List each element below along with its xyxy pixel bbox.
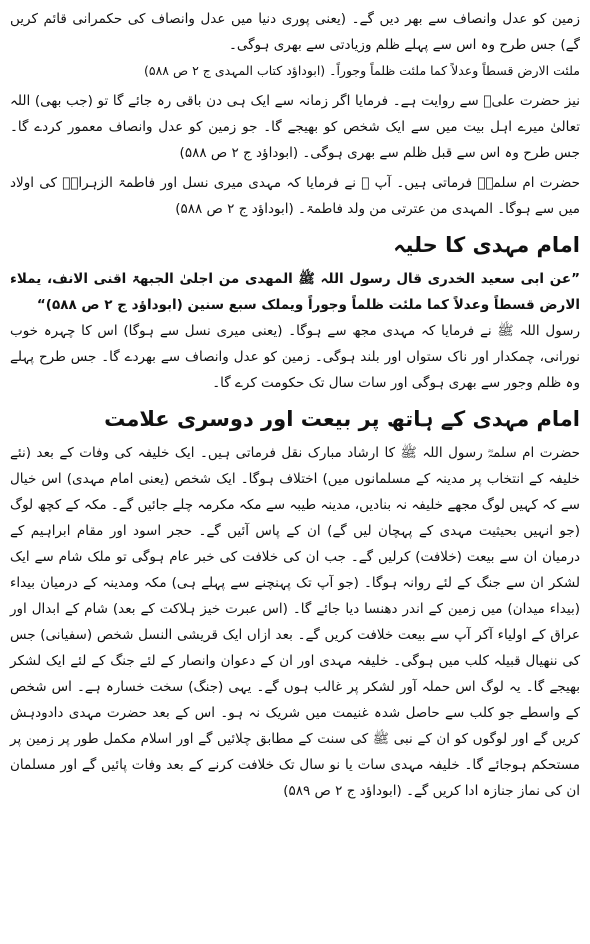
paragraph-allegiance: حضرت ام سلمہؓ رسول اللہ ﷺ کا ارشاد مبارک نقل فرماتی ہیں۔ ایک خلیفہ کی وفات کے بعد (نئے خلیفہ کے انتخاب پر مدینہ کے مسلمانوں میں) اختلاف ہوگا۔ ایک شخص (یعنی امام مہدی) اس خیال سے کہ کہیں لوگ مجھے خلیفہ نہ بنادیں، مدینہ طیبہ سے مکہ مکرمہ چلے جائیں گے۔ مکہ کے کچھ لوگ (جو انہیں بحیثیت مہدی کے پہچان لیں گے) ان کے پاس آئیں گے۔ حجر اسود اور مقام ابراہیم کے درمیان ان سے بیعت (خلافت) کرلیں گے۔ جب ان کی خلافت کی خبر عام ہوگی تو ملک شام سے ایک لشکر ان سے جنگ کے لئے روانہ ہوگا۔ (جو آپ تک پہنچنے سے پہلے ہی) مکہ ومدینہ کے درمیان بیداء (بیداء میدان) میں زمین کے اندر دھنسا دیا جائے گا۔ (اس عبرت خیز ہلاکت کے بعد) شام کے ابدال اور عراق کے اولیاء آکر آپ سے بیعت خلافت کریں گے۔ بعد ازاں ایک قریشی النسل شخص (سفیانی) جس کی ننھیال قبیلہ کلب میں ہوگی۔ خلیفہ مہدی اور ان کے دعوان وانصار کے لئے جنگ کے لئے ایک لشکر بھیجے گا۔ یہ لوگ اس حملہ آور لشکر پر غالب ہوں گے۔ یہی (جنگ) سخت خسارہ ہے۔ اس شخص کے واسطے جو کلب سے حاصل شدہ غنیمت میں شریک نہ ہو۔ اس کے بعد حضرت مہدی دادودہش کریں گے اور لوگوں کو ان کے نبی ﷺ کی سنت کے مطابق چلائیں گے اور اسلام مکمل طور پر زمین پر مستحکم ہوجائے گا۔ خلیفہ مہدی سات یا نو سال تک خلافت کرنے کے بعد وفات پائیں گے اور مسلمان ان کی نماز جنازہ ادا کریں گے۔ (ابوداؤد ج ۲ ص ۵۸۹) [10,445,580,799]
paragraph-umm-salama: حضرت ام سلمہؓ فرماتی ہیں۔ آپ ﷺ نے فرمایا کہ مہدی میری نسل اور فاطمۃ الزہراہؓ کی اولاد میں سے ہوگا۔ المہدی من عترتی من ولد فاطمۃ۔ (ابوداؤد ج ۲ ص ۵۸۸) [10,175,580,217]
arabic-hadith: ”عن ابی سعید الخدری قال رسول اللہ ﷺ المھدی من اجلیٰ الجبھۃ اقنی الانف، یملاء الارض قسطاً وعدلاً کما ملئت ظلماً وجوراً ویملک سبع سنین (ابوداؤد ج ۲ ص ۵۸۸)“ [10,271,580,313]
section-heading-appearance: امام مہدی کا حلیہ [393,233,580,257]
paragraph-intro: زمین کو عدل وانصاف سے بھر دیں گے۔ (یعنی پوری دنیا میں عدل وانصاف کی حکمرانی قائم کریں گے) جس طرح وہ اس سے پہلے ظلم وزیادتی سے بھری ہوگی۔ [10,11,580,53]
paragraph-hazrat-ali: نیز حضرت علیؓ سے روایت ہے۔ فرمایا اگر زمانہ سے ایک ہی دن باقی رہ جائے گا تو (جب بھی) اللہ تعالیٰ میرے اہل بیت میں سے ایک شخص کو بھیجے گا۔ جو زمین کو عدل وانصاف معمور کردے گا۔ جس طرح وہ اس سے قبل ظلم سے بھری ہوگی۔ (ابوداؤد ج ۲ ص ۵۸۸) [10,93,580,161]
citation-quote: ملئت الارض قسطاً وعدلاً کما ملئت ظلماً وجوراً۔ (ابوداؤد کتاب المہدی ج ۲ ص ۵۸۸) [143,63,580,78]
paragraph-appearance: رسول اللہ ﷺ نے فرمایا کہ مہدی مجھ سے ہوگا۔ (یعنی میری نسل سے ہوگا) اس کا چہرہ خوب نورانی، چمکدار اور ناک ستواں اور بلند ہوگی۔ زمین کو عدل وانصاف سے بھردے گا۔ جس طرح پہلے وہ ظلم وجور سے بھری ہوگی اور سات سال تک حکومت کرے گا۔ [10,323,580,391]
section-heading-allegiance: امام مہدی کے ہاتھ پر بیعت اور دوسری علامت [104,407,580,431]
